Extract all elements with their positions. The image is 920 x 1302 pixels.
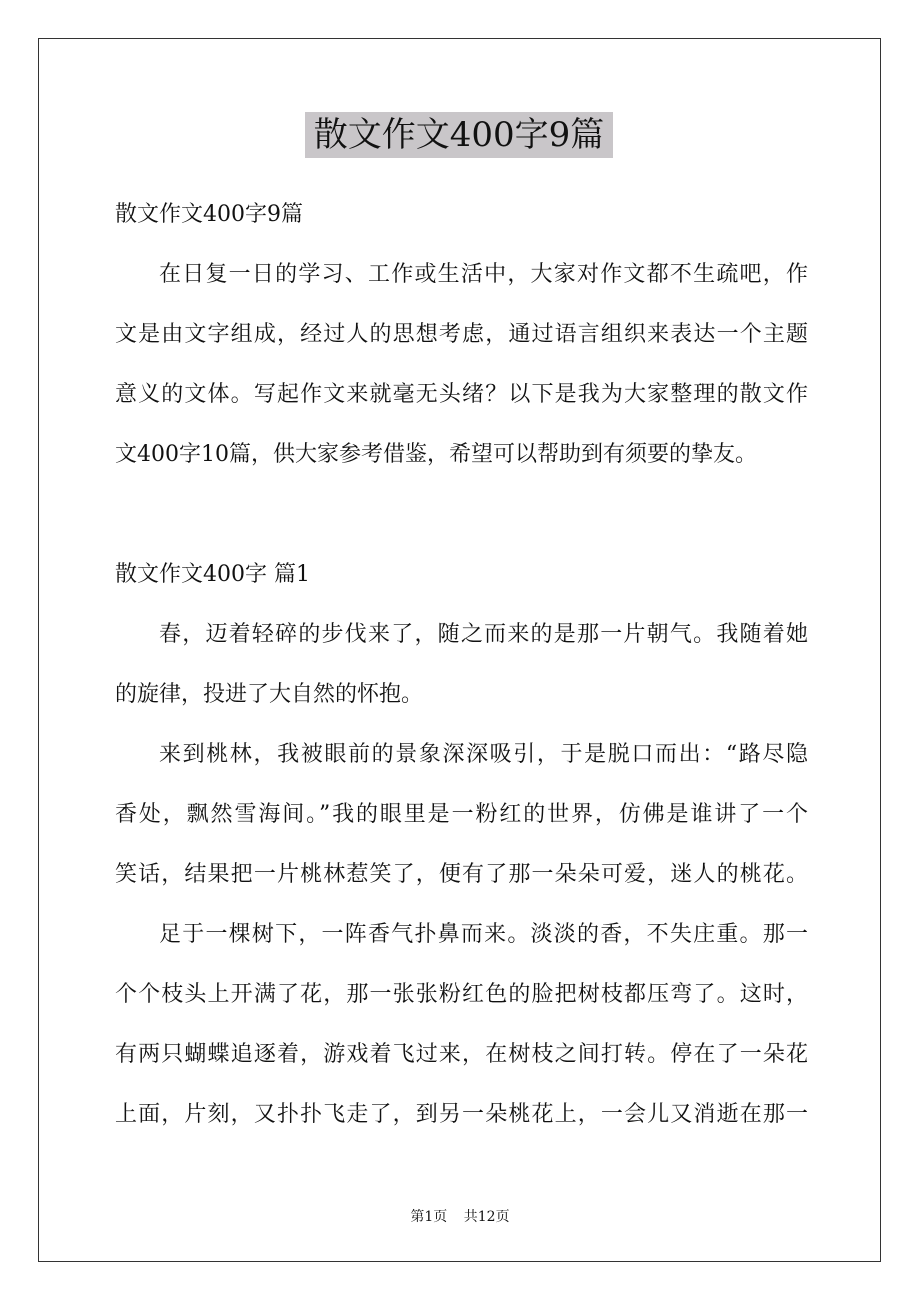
page-footer xyxy=(0,1206,920,1226)
document-body xyxy=(115,185,808,1145)
document-title: 散文作文400字9篇 xyxy=(305,112,613,158)
paragraph-line: 来到桃林，我被眼前的景象深深吸引，于是脱口而出：“路尽隐 xyxy=(159,742,808,767)
paragraph-line: 春，迈着轻碎的步伐来了，随之而来的是那一片朝气。我随着她 xyxy=(159,622,808,647)
paragraph-line: 有两只蝴蝶追逐着，游戏着飞过来，在树枝之间打转。停在了一朵花 xyxy=(115,1042,808,1067)
paragraph-line: 足于一棵树下，一阵香气扑鼻而来。淡淡的香，不失庄重。那一 xyxy=(159,922,808,947)
subtitle: 散文作文400字9篇 xyxy=(115,202,303,227)
intro-line: 意义的文体。写起作文来就毫无头绪？以下是我为大家整理的散文作 xyxy=(115,382,808,407)
intro-line: 在日复一日的学习、工作或生活中，大家对作文都不生疏吧，作 xyxy=(159,262,808,287)
intro-line: 文400字10篇，供大家参考借鉴，希望可以帮助到有须要的挚友。 xyxy=(115,442,757,467)
section-heading: 散文作文400字 篇1 xyxy=(115,562,310,587)
paragraph-line: 香处，飘然雪海间。”我的眼里是一粉红的世界，仿佛是谁讲了一个 xyxy=(115,802,808,827)
page-number: 第1页 xyxy=(410,1209,448,1225)
paragraph-line: 个个枝头上开满了花，那一张张粉红色的脸把树枝都压弯了。这时， xyxy=(115,982,808,1007)
blank-line xyxy=(115,485,808,545)
paragraph-line: 笑话，结果把一片桃林惹笑了，便有了那一朵朵可爱，迷人的桃花。 xyxy=(115,862,808,887)
intro-line: 文是由文字组成，经过人的思想考虑，通过语言组织来表达一个主题 xyxy=(115,322,808,347)
paragraph-line: 上面，片刻，又扑扑飞走了，到另一朵桃花上，一会儿又消逝在那一 xyxy=(115,1102,808,1127)
page-total: 共12页 xyxy=(463,1209,510,1225)
paragraph-line: 的旋律，投进了大自然的怀抱。 xyxy=(115,682,424,707)
